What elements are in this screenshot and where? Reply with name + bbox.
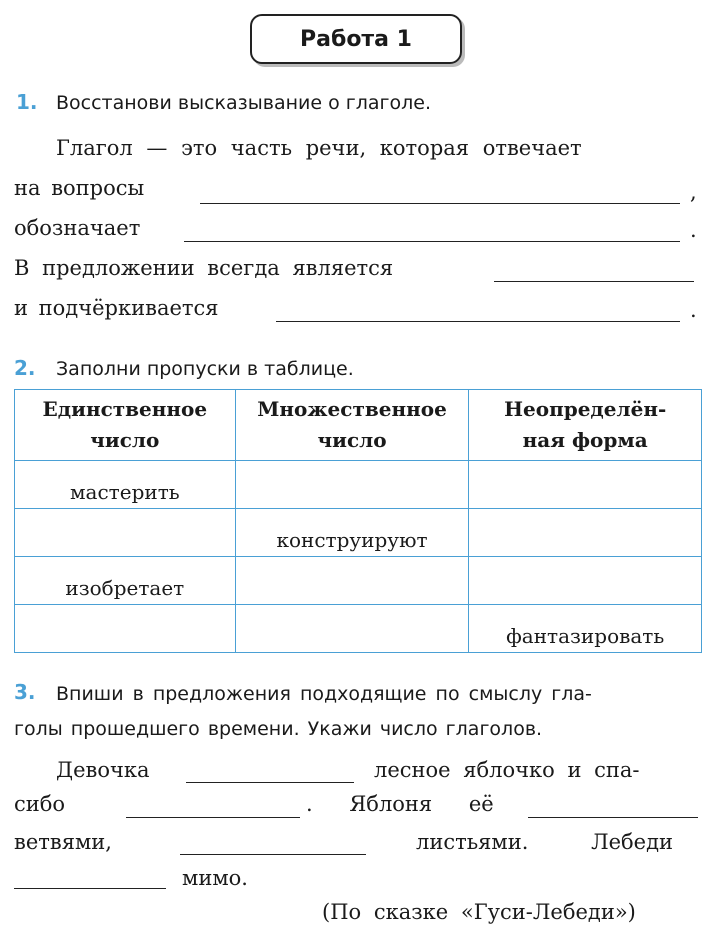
answer-blank-underline[interactable] [276,321,680,322]
task-3-instruction-2: голы прошедшего времени. Укажи число глаголов. [14,718,543,740]
task-3-line-4: мимо. [182,866,248,890]
table-cell-empty[interactable] [15,509,236,557]
table-cell-empty[interactable] [235,605,469,653]
table-cell-empty[interactable] [469,461,702,509]
table-cell-empty[interactable] [235,461,469,509]
table-cell-empty[interactable] [469,557,702,605]
task-1-instruction: Восстанови высказывание о глаголе. [56,92,432,114]
table-header-row [15,390,702,461]
source-attribution: (По сказке «Гуси-Лебеди») [322,900,636,924]
period: . [690,298,697,322]
table-row [15,509,702,557]
answer-blank-3[interactable] [528,817,698,818]
table-cell-empty[interactable] [235,557,469,605]
table-cell: конструируют [235,509,469,557]
verb-forms-table [14,389,702,653]
task-2-number: 2. [14,356,36,380]
header-plural: Множественное число [235,390,469,461]
task-3-number: 3. [14,680,36,704]
answer-blank-questions[interactable] [200,203,680,204]
comma: , [690,180,697,204]
table-cell-empty[interactable] [15,605,236,653]
header-infinitive: Неопределён- ная форма [469,390,702,461]
table-cell: фантазировать [469,605,702,653]
table-cell: изобретает [15,557,236,605]
task-1-line-3: обозначает [14,216,141,240]
task-1-line-2: на вопросы [14,176,145,200]
header-singular: Единственное число [15,390,236,461]
answer-blank-role[interactable] [494,281,694,282]
task-1-line-1: Глагол — это часть речи, которая отвечает [56,136,582,160]
task-1-line-5: и подчёркивается [14,296,219,320]
task-3-line-1-start: Девочка [56,758,150,782]
task-3-line-2-end: . Яблоня её [306,792,494,816]
answer-blank-meaning[interactable] [184,241,680,242]
answer-blank-4[interactable] [180,854,366,855]
task-1-number: 1. [16,90,38,114]
table-row [15,461,702,509]
page-title: Работа 1 [299,26,412,52]
table-cell-empty[interactable] [469,509,702,557]
table-row [15,605,702,653]
answer-blank-2[interactable] [126,817,300,818]
task-2-instruction: Заполни пропуски в таблице. [56,358,354,380]
title-frame [250,14,462,64]
period: . [690,218,697,242]
table-cell: мастерить [15,461,236,509]
task-3-instruction-1: Впиши в предложения подходящие по смыслу гла- [56,683,592,705]
task-1-line-4: В предложении всегда является [14,256,394,280]
table-row [15,557,702,605]
task-3-line-1-end: лесное яблочко и спа- [374,758,640,782]
task-3-line-2-start: сибо [14,792,66,816]
answer-blank-5[interactable] [14,888,166,889]
answer-blank-1[interactable] [186,782,354,783]
task-3-line-3-end: листьями. Лебеди [416,830,674,854]
task-3-line-3-start: ветвями, [14,830,112,854]
